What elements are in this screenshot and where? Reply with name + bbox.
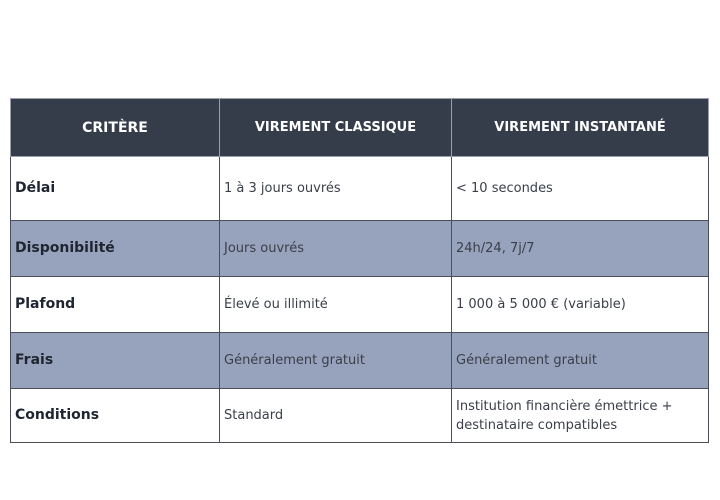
classique-cell: 1 à 3 jours ouvrés [220, 157, 452, 221]
classique-cell: Élevé ou illimité [220, 277, 452, 333]
comparison-table [10, 98, 709, 443]
criterion-cell: Frais [11, 333, 220, 389]
instantane-cell: Généralement gratuit [452, 333, 709, 389]
header-virement-instantane: VIREMENT INSTANTANÉ [452, 99, 709, 157]
comparison-table-container [10, 98, 708, 443]
criterion-cell: Conditions [11, 389, 220, 443]
header-critere: CRITÈRE [11, 99, 220, 157]
instantane-cell: Institution financière émettrice + destinataire compatibles [452, 389, 709, 443]
table-row [11, 333, 709, 389]
criterion-cell: Disponibilité [11, 221, 220, 277]
table-row [11, 389, 709, 443]
table-row [11, 157, 709, 221]
instantane-cell: 24h/24, 7j/7 [452, 221, 709, 277]
classique-cell: Standard [220, 389, 452, 443]
table-row [11, 277, 709, 333]
instantane-cell: 1 000 à 5 000 € (variable) [452, 277, 709, 333]
table-row [11, 221, 709, 277]
header-virement-classique: VIREMENT CLASSIQUE [220, 99, 452, 157]
classique-cell: Généralement gratuit [220, 333, 452, 389]
classique-cell: Jours ouvrés [220, 221, 452, 277]
instantane-cell: < 10 secondes [452, 157, 709, 221]
table-header-row [11, 99, 709, 157]
criterion-cell: Plafond [11, 277, 220, 333]
criterion-cell: Délai [11, 157, 220, 221]
